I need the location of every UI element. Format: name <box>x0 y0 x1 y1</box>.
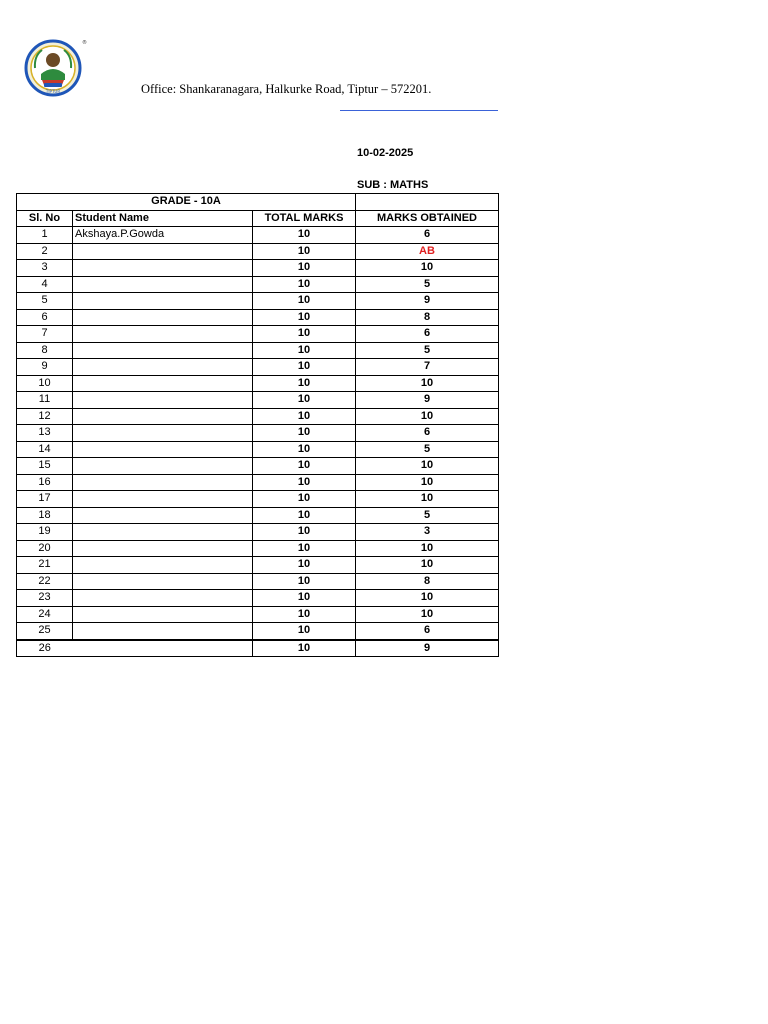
cell-total-marks: 10 <box>253 623 356 640</box>
grade-title: GRADE - 10A <box>17 194 356 211</box>
cell-sl-no: 10 <box>17 375 73 392</box>
marks-table <box>16 193 499 657</box>
table-row <box>17 425 499 442</box>
cell-student-name <box>73 309 253 326</box>
col-header-marks-obtained: MARKS OBTAINED <box>356 210 499 227</box>
cell-sl-no: 17 <box>17 491 73 508</box>
cell-student-name <box>73 326 253 343</box>
cell-student-name <box>73 375 253 392</box>
table-row <box>17 557 499 574</box>
cell-marks-obtained: 5 <box>356 441 499 458</box>
cell-sl-no: 11 <box>17 392 73 409</box>
table-row <box>17 293 499 310</box>
cell-sl-no: 25 <box>17 623 73 640</box>
table-row <box>17 507 499 524</box>
cell-sl-no: 3 <box>17 260 73 277</box>
cell-total-marks: 10 <box>253 540 356 557</box>
cell-student-name <box>73 425 253 442</box>
table-row <box>17 260 499 277</box>
cell-total-marks: 10 <box>253 573 356 590</box>
cell-sl-no: 4 <box>17 276 73 293</box>
school-logo <box>22 38 86 96</box>
cell-total-marks: 10 <box>253 243 356 260</box>
table-row <box>17 474 499 491</box>
cell-marks-obtained: 5 <box>356 507 499 524</box>
cell-sl-no: 19 <box>17 524 73 541</box>
cell-sl-no: 16 <box>17 474 73 491</box>
cell-total-marks: 10 <box>253 474 356 491</box>
cell-sl-no: 24 <box>17 606 73 623</box>
cell-total-marks: 10 <box>253 606 356 623</box>
cell-student-name <box>73 623 253 640</box>
table-row <box>17 326 499 343</box>
cell-marks-obtained: 10 <box>356 474 499 491</box>
cell-sl-no: 9 <box>17 359 73 376</box>
cell-total-marks: 10 <box>253 524 356 541</box>
table-row <box>17 243 499 260</box>
header-row <box>17 210 499 227</box>
cell-sl-no: 7 <box>17 326 73 343</box>
cell-marks-obtained: 10 <box>356 408 499 425</box>
table-row <box>17 590 499 607</box>
cell-sl-no: 26 <box>17 640 73 657</box>
cell-marks-obtained: 6 <box>356 425 499 442</box>
cell-sl-no: 15 <box>17 458 73 475</box>
cell-sl-no: 8 <box>17 342 73 359</box>
table-row <box>17 309 499 326</box>
table-row <box>17 640 499 657</box>
cell-student-name <box>73 540 253 557</box>
cell-total-marks: 10 <box>253 309 356 326</box>
cell-student-name <box>73 606 253 623</box>
table-row <box>17 573 499 590</box>
grade-row-blank <box>356 194 499 211</box>
link-underline <box>340 110 498 111</box>
cell-total-marks: 10 <box>253 260 356 277</box>
cell-total-marks: 10 <box>253 227 356 244</box>
cell-marks-obtained: 3 <box>356 524 499 541</box>
cell-sl-no: 18 <box>17 507 73 524</box>
table-row <box>17 524 499 541</box>
cell-marks-obtained: 7 <box>356 359 499 376</box>
table-row <box>17 458 499 475</box>
cell-student-name <box>73 342 253 359</box>
cell-student-name <box>73 524 253 541</box>
cell-student-name <box>73 276 253 293</box>
table-row <box>17 375 499 392</box>
cell-total-marks: 10 <box>253 507 356 524</box>
cell-total-marks: 10 <box>253 375 356 392</box>
cell-marks-obtained: 8 <box>356 573 499 590</box>
cell-sl-no: 23 <box>17 590 73 607</box>
cell-marks-obtained: 10 <box>356 458 499 475</box>
cell-marks-obtained: 10 <box>356 540 499 557</box>
cell-total-marks: 10 <box>253 359 356 376</box>
cell-sl-no: 5 <box>17 293 73 310</box>
svg-text:®: ® <box>82 40 87 46</box>
cell-student-name <box>73 458 253 475</box>
cell-sl-no: 13 <box>17 425 73 442</box>
exam-date: 10-02-2025 <box>357 147 414 159</box>
col-header-total-marks: TOTAL MARKS <box>253 210 356 227</box>
cell-sl-no: 1 <box>17 227 73 244</box>
table-row <box>17 342 499 359</box>
cell-student-name <box>73 573 253 590</box>
cell-marks-obtained: 9 <box>356 392 499 409</box>
cell-total-marks: 10 <box>253 491 356 508</box>
table-row <box>17 359 499 376</box>
col-header-student-name: Student Name <box>73 210 253 227</box>
table-row <box>17 606 499 623</box>
cell-student-name <box>73 260 253 277</box>
col-header-sl: Sl. No <box>17 210 73 227</box>
cell-student-name <box>73 243 253 260</box>
cell-student-name <box>73 491 253 508</box>
cell-student-name <box>73 359 253 376</box>
cell-student-name <box>73 557 253 574</box>
table-row <box>17 540 499 557</box>
cell-sl-no: 12 <box>17 408 73 425</box>
cell-marks-obtained: 10 <box>356 375 499 392</box>
cell-student-name <box>73 474 253 491</box>
cell-total-marks: 10 <box>253 293 356 310</box>
subject-label: SUB : MATHS <box>357 179 429 191</box>
cell-student-name: Akshaya.P.Gowda <box>73 227 253 244</box>
cell-student-name <box>73 408 253 425</box>
cell-total-marks: 10 <box>253 458 356 475</box>
cell-marks-obtained: 6 <box>356 623 499 640</box>
grade-row <box>17 194 499 211</box>
cell-total-marks: 10 <box>253 640 356 657</box>
cell-sl-no: 20 <box>17 540 73 557</box>
cell-sl-no: 21 <box>17 557 73 574</box>
cell-total-marks: 10 <box>253 590 356 607</box>
cell-marks-obtained: 5 <box>356 276 499 293</box>
cell-student-name <box>73 507 253 524</box>
cell-marks-obtained: AB <box>356 243 499 260</box>
cell-total-marks: 10 <box>253 392 356 409</box>
cell-student-name <box>73 441 253 458</box>
cell-marks-obtained: 6 <box>356 326 499 343</box>
table-row <box>17 392 499 409</box>
table-row <box>17 276 499 293</box>
cell-sl-no: 6 <box>17 309 73 326</box>
cell-marks-obtained: 10 <box>356 557 499 574</box>
cell-marks-obtained: 9 <box>356 640 499 657</box>
table-row <box>17 227 499 244</box>
cell-marks-obtained: 10 <box>356 260 499 277</box>
cell-total-marks: 10 <box>253 441 356 458</box>
cell-marks-obtained: 6 <box>356 227 499 244</box>
cell-student-name <box>73 392 253 409</box>
cell-marks-obtained: 10 <box>356 606 499 623</box>
cell-marks-obtained: 10 <box>356 590 499 607</box>
cell-student-name <box>73 293 253 310</box>
cell-total-marks: 10 <box>253 557 356 574</box>
cell-marks-obtained: 8 <box>356 309 499 326</box>
cell-total-marks: 10 <box>253 276 356 293</box>
table-row <box>17 623 499 640</box>
cell-total-marks: 10 <box>253 326 356 343</box>
cell-total-marks: 10 <box>253 408 356 425</box>
svg-text:TIPTUR: TIPTUR <box>45 89 61 94</box>
cell-total-marks: 10 <box>253 342 356 359</box>
cell-student-name <box>73 590 253 607</box>
cell-sl-no: 22 <box>17 573 73 590</box>
cell-marks-obtained: 5 <box>356 342 499 359</box>
cell-sl-no: 14 <box>17 441 73 458</box>
cell-marks-obtained: 9 <box>356 293 499 310</box>
cell-marks-obtained: 10 <box>356 491 499 508</box>
cell-sl-no: 2 <box>17 243 73 260</box>
table-row <box>17 408 499 425</box>
office-address: Office: Shankaranagara, Halkurke Road, Tiptur – 572201. <box>141 82 432 96</box>
cell-total-marks: 10 <box>253 425 356 442</box>
table-row <box>17 441 499 458</box>
table-row <box>17 491 499 508</box>
cell-student-name <box>73 640 253 657</box>
